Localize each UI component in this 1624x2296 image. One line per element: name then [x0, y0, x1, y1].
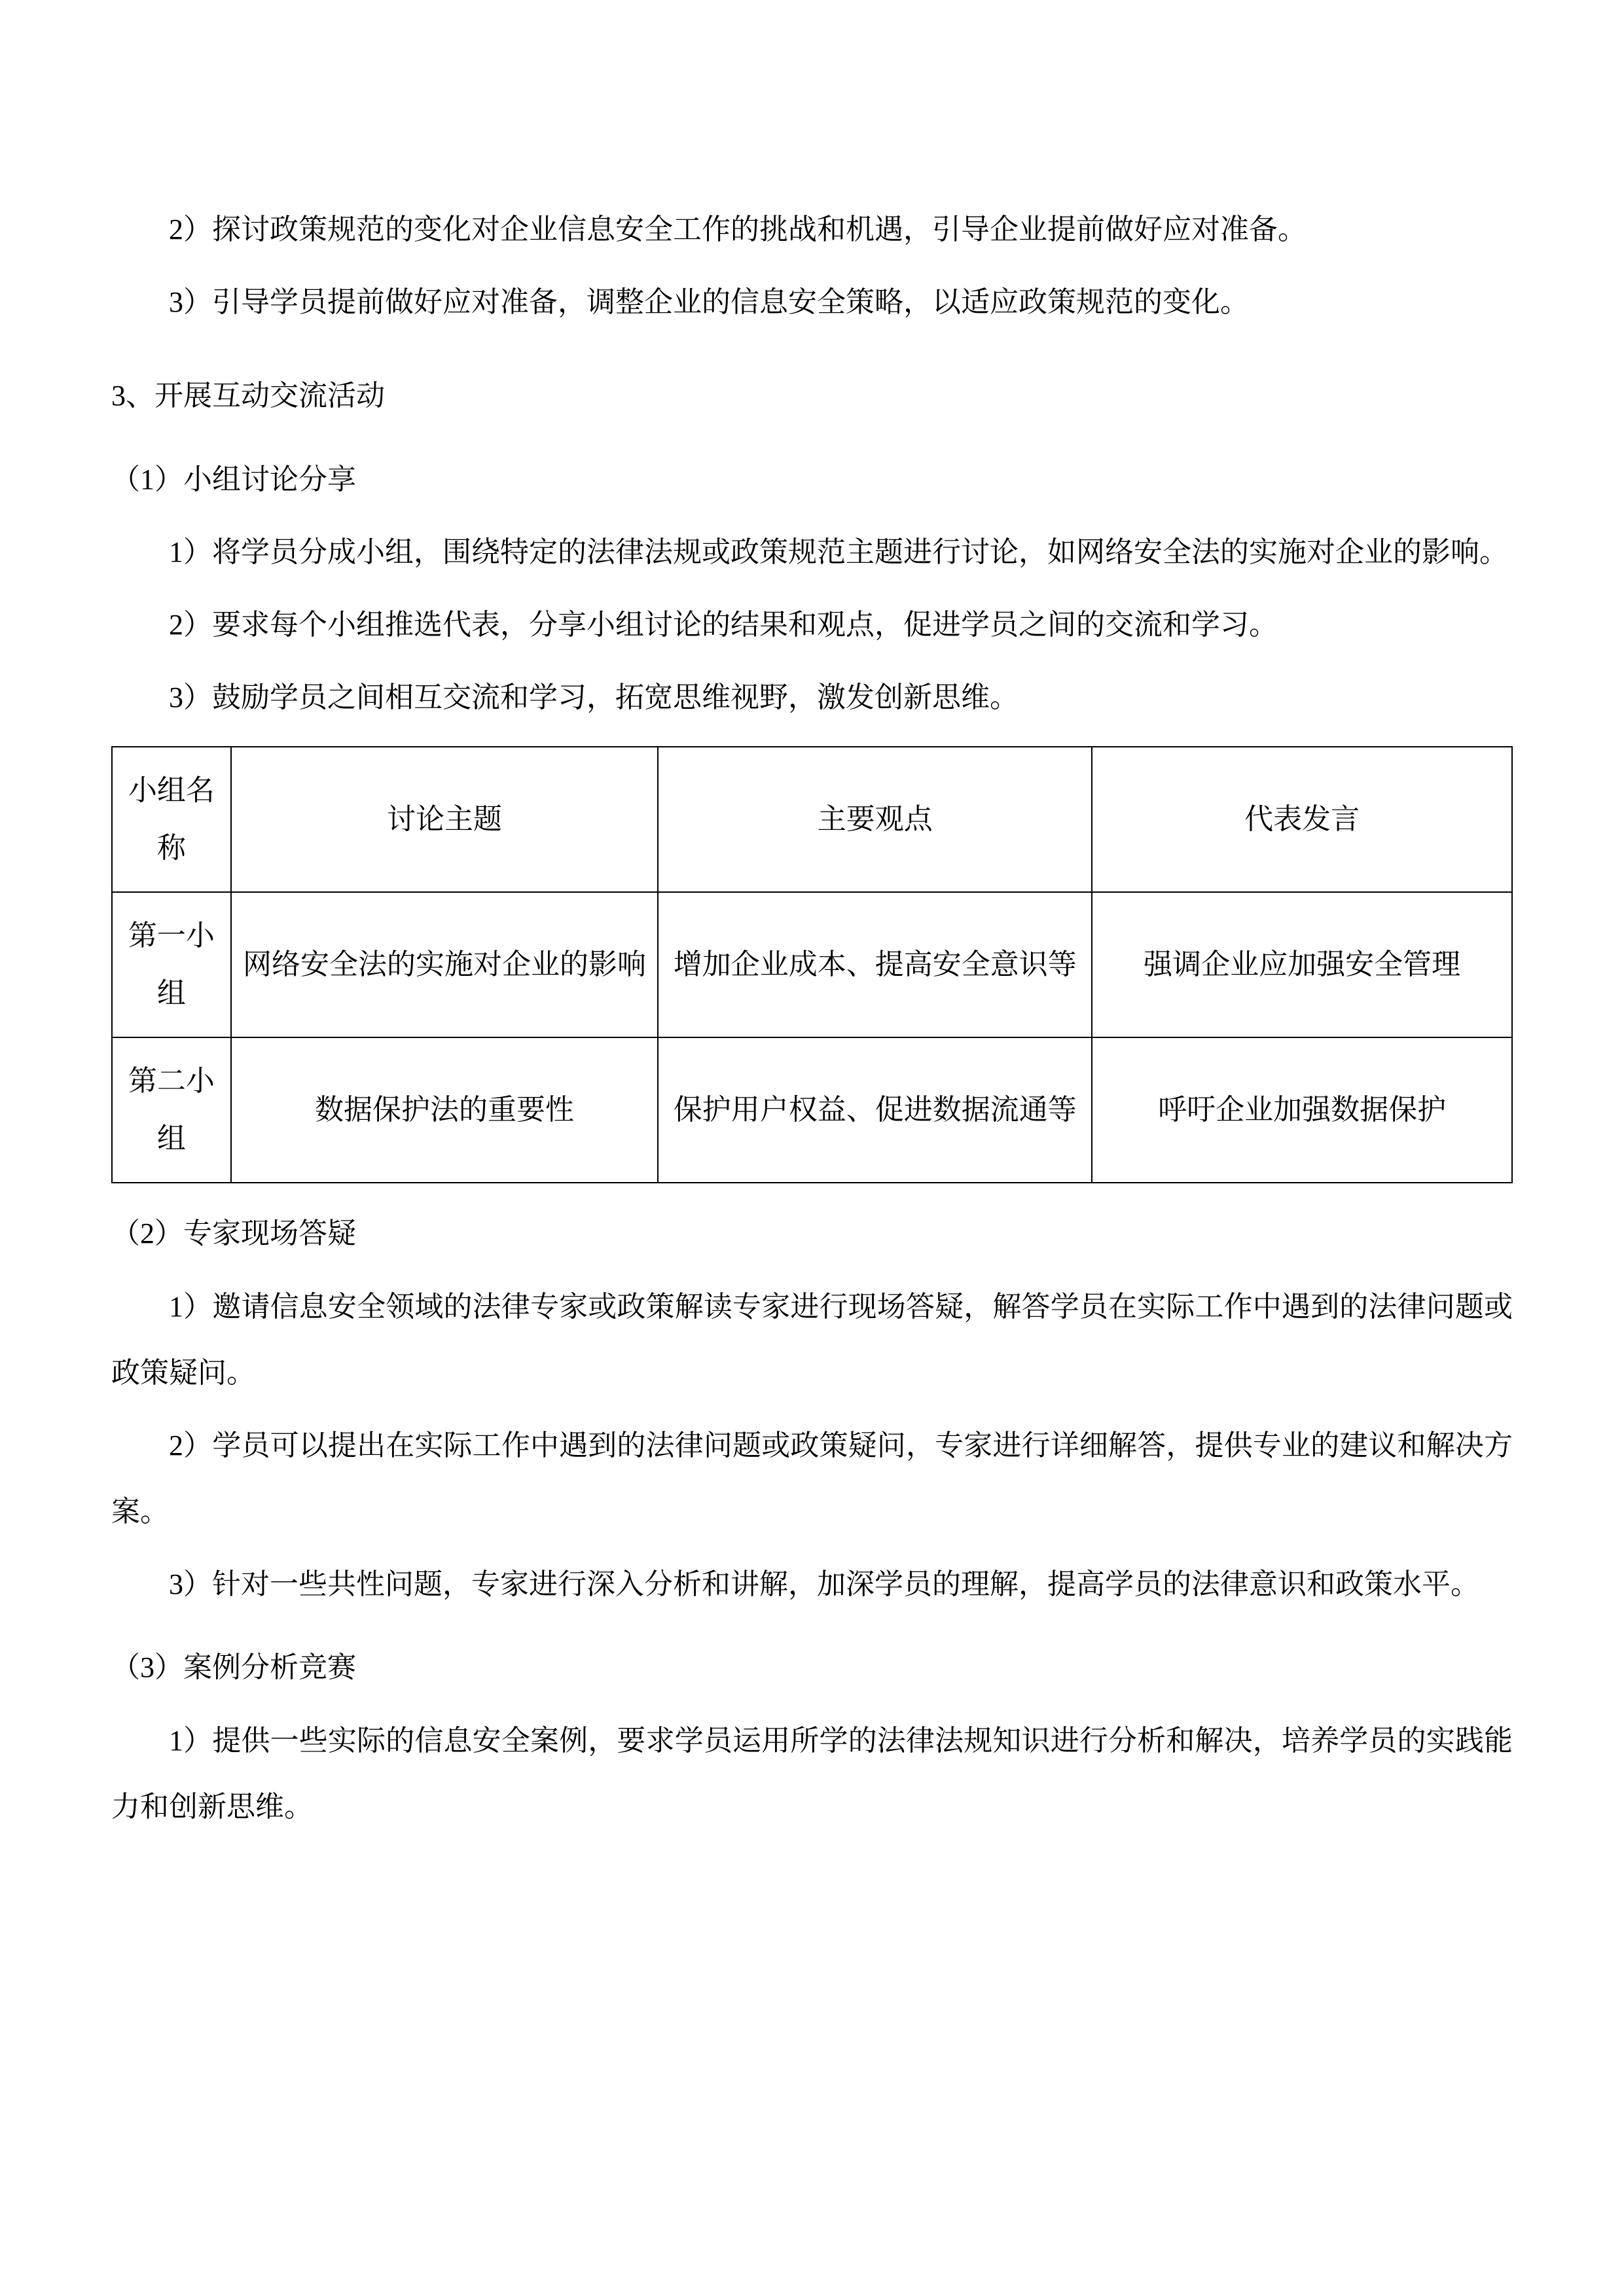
table-cell: 第二小组: [112, 1037, 231, 1183]
table-cell: 呼吁企业加强数据保护: [1092, 1037, 1512, 1183]
paragraph: 3）鼓励学员之间相互交流和学习，拓宽思维视野，激发创新思维。: [169, 681, 1019, 714]
table-row: [112, 892, 1512, 1037]
paragraph: 3）针对一些共性问题，专家进行深入分析和讲解，加深学员的理解，提高学员的法律意识和政策水平。: [169, 1568, 1479, 1601]
table-header-cell: 主要观点: [658, 747, 1092, 892]
table-header-row: [112, 747, 1512, 892]
table-cell: 保护用户权益、促进数据流通等: [658, 1037, 1092, 1183]
group-discussion-table: [111, 746, 1513, 1183]
subsection-heading: （1）小组讨论分享: [111, 463, 356, 495]
subsection-heading: （3）案例分析竞赛: [111, 1651, 356, 1684]
table-cell: 网络安全法的实施对企业的影响: [231, 892, 658, 1037]
table-cell: 强调企业应加强安全管理: [1092, 892, 1512, 1037]
paragraph: 1）邀请信息安全领域的法律专家或政策解读专家进行现场答疑，解答学员在实际工作中遇到的法律问题或政策疑问。: [111, 1290, 1513, 1389]
paragraph: 2）探讨政策规范的变化对企业信息安全工作的挑战和机遇，引导企业提前做好应对准备。: [169, 213, 1307, 245]
section-heading: 3、开展互动交流活动: [111, 380, 385, 412]
table-cell: 增加企业成本、提高安全意识等: [658, 892, 1092, 1037]
table-header-cell: 讨论主题: [231, 747, 658, 892]
table-row: [112, 1037, 1512, 1183]
paragraph: 1）将学员分成小组，围绕特定的法律法规或政策规范主题进行讨论，如网络安全法的实施对企业的影响。: [169, 535, 1508, 568]
table-cell: 第一小组: [112, 892, 231, 1037]
subsection-heading: （2）专家现场答疑: [111, 1217, 356, 1250]
paragraph: 1）提供一些实际的信息安全案例，要求学员运用所学的法律法规知识进行分析和解决，培养学员的实践能力和创新思维。: [111, 1724, 1513, 1823]
paragraph: 3）引导学员提前做好应对准备，调整企业的信息安全策略，以适应政策规范的变化。: [169, 286, 1249, 319]
paragraph: 2）学员可以提出在实际工作中遇到的法律问题或政策疑问，专家进行详细解答，提供专业的建议和解决方案。: [111, 1429, 1513, 1528]
paragraph: 2）要求每个小组推选代表，分享小组讨论的结果和观点，促进学员之间的交流和学习。: [169, 608, 1278, 641]
table-header-cell: 小组名称: [112, 747, 231, 892]
table-header-cell: 代表发言: [1092, 747, 1512, 892]
table-cell: 数据保护法的重要性: [231, 1037, 658, 1183]
